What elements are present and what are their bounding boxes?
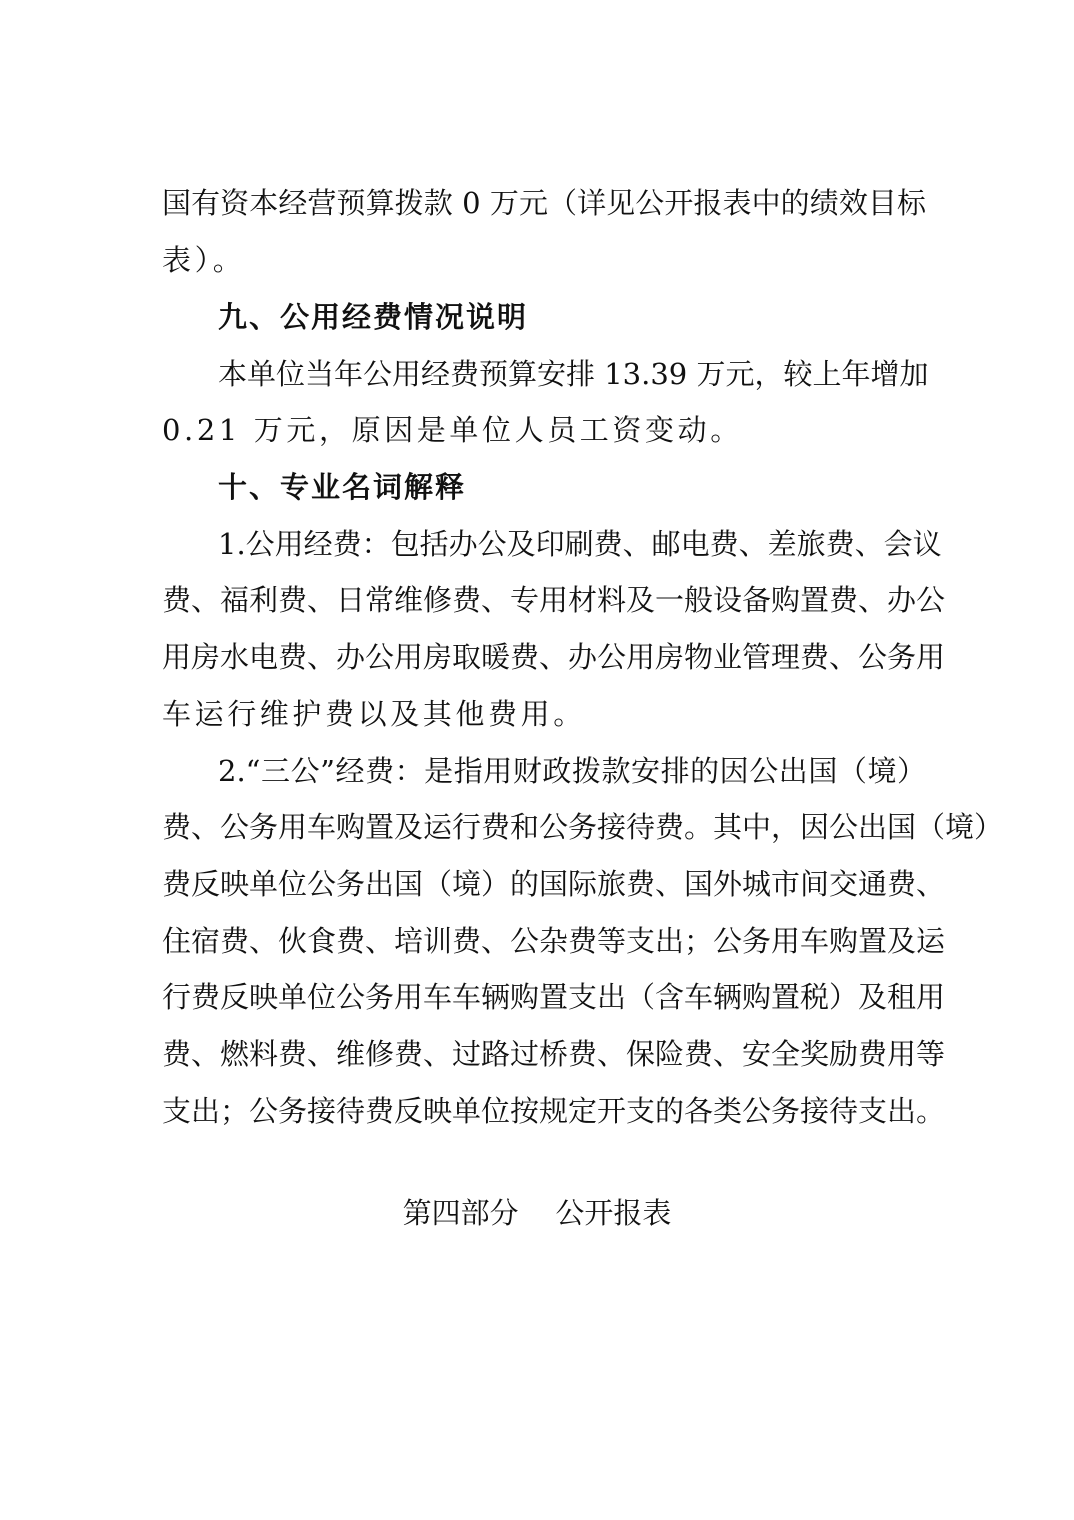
paragraph-line: 本单位当年公用经费预算安排 13.39 万元，较上年增加 xyxy=(218,357,929,391)
part-title: 第四部分 公开报表 xyxy=(402,1196,672,1230)
definition-line: 费、公务用车购置及运行费和公务接待费。其中，因公出国（境） xyxy=(162,810,1004,844)
definition-line: 1.公用经费：包括办公及印刷费、邮电费、差旅费、会议 xyxy=(218,527,942,561)
definition-line: 住宿费、伙食费、培训费、公杂费等支出；公务用车购置及运 xyxy=(162,924,946,958)
definition-line: 2.“三公”经费：是指用财政拨款安排的因公出国（境） xyxy=(218,754,926,788)
definition-line: 费、燃料费、维修费、过路过桥费、保险费、安全奖励费用等 xyxy=(162,1037,946,1071)
section-heading-10: 十、专业名词解释 xyxy=(218,470,467,504)
paragraph-line: 表）。 xyxy=(162,243,246,277)
definition-line: 费反映单位公务出国（境）的国际旅费、国外城市间交通费、 xyxy=(162,867,946,901)
definition-line: 用房水电费、办公用房取暖费、办公用房物业管理费、公务用 xyxy=(162,640,946,674)
definition-line: 支出；公务接待费反映单位按规定开支的各类公务接待支出。 xyxy=(162,1094,946,1128)
section-heading-9: 九、公用经费情况说明 xyxy=(218,300,529,334)
definition-line: 行费反映单位公务用车车辆购置支出（含车辆购置税）及租用 xyxy=(162,980,946,1014)
paragraph-line: 国有资本经营预算拨款 0 万元（详见公开报表中的绩效目标 xyxy=(162,186,926,220)
definition-line: 费、福利费、日常维修费、专用材料及一般设备购置费、办公 xyxy=(162,583,946,617)
paragraph-line: 0.21 万元，原因是单位人员工资变动。 xyxy=(162,413,743,447)
definition-line: 车运行维护费以及其他费用。 xyxy=(162,697,586,731)
